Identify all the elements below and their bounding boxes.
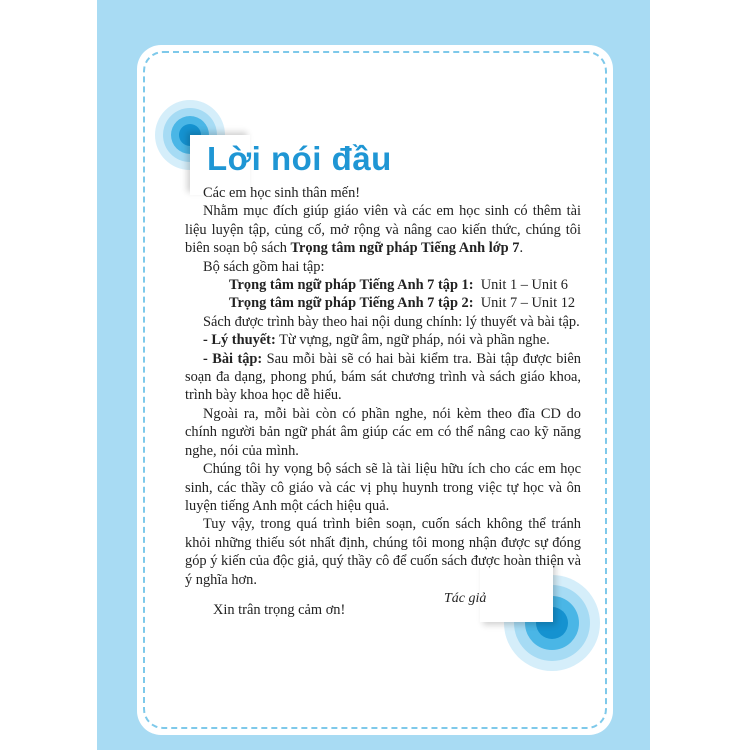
volume-1-line: Trọng tâm ngữ pháp Tiếng Anh 7 tập 1: Unit 1 – Unit 6 [229,277,568,294]
volume-2-line: Trọng tâm ngữ pháp Tiếng Anh 7 tập 2: Unit 7 – Unit 12 [229,295,576,312]
author-signature: Tác giả [444,591,487,606]
paragraph-intro: Nhằm mục đích giúp giáo viên và các em học sinh có thêm tài liệu luyện tập, củng cố, mở rộng và nâng cao kiến thức, chúng tôi biên soạn bộ sách Trọng tâm ngữ pháp Tiếng Anh lớp 7. [185,203,581,257]
book-title: Trọng tâm ngữ pháp Tiếng Anh lớp 7 [290,240,520,257]
paragraph-content: Sách được trình bày theo hai nội dung chính: lý thuyết và bài tập. [203,313,580,330]
page-title: Lời nói đầu [207,140,392,177]
paragraph-feedback: Tuy vậy, trong quá trình biên soạn, cuốn sách không thể tránh khỏi những thiếu sót nhất định, chúng tôi mong nhận được sự đóng góp ý kiến của độc giả, quý thầy cô để cuốn sách được hoàn thiện và ý nghĩa hơn. [185,516,581,588]
paragraph-hope: Chúng tôi hy vọng bộ sách sẽ là tài liệu hữu ích cho các em học sinh, các thầy cô giáo và các vị phụ huynh trong việc tự học và ôn luyện tiếng Anh một cách hiệu quả. [185,461,581,514]
paragraph-exercises: - Bài tập: Sau mỗi bài sẽ có hai bài kiểm tra. Bài tập được biên soạn đa dạng, phong phú, bám sát chương trình và sách giáo khoa, trình bày khoa học dễ hiểu. [185,350,581,404]
paragraph-thanks: Xin trân trọng cảm ơn! [213,601,346,618]
greeting: Các em học sinh thân mến! [203,185,361,201]
paragraph-volumes-intro: Bộ sách gồm hai tập: [203,258,325,275]
preface-body [185,184,581,619]
paragraph-listening: Ngoài ra, mỗi bài còn có phần nghe, nói kèm theo đĩa CD do chính người bản ngữ phát âm giúp các em có thể nâng cao kỹ năng nghe, nói của mình. [185,405,581,459]
paragraph-theory: - Lý thuyết: Từ vựng, ngữ âm, ngữ pháp, nói và phần nghe. [203,332,550,349]
